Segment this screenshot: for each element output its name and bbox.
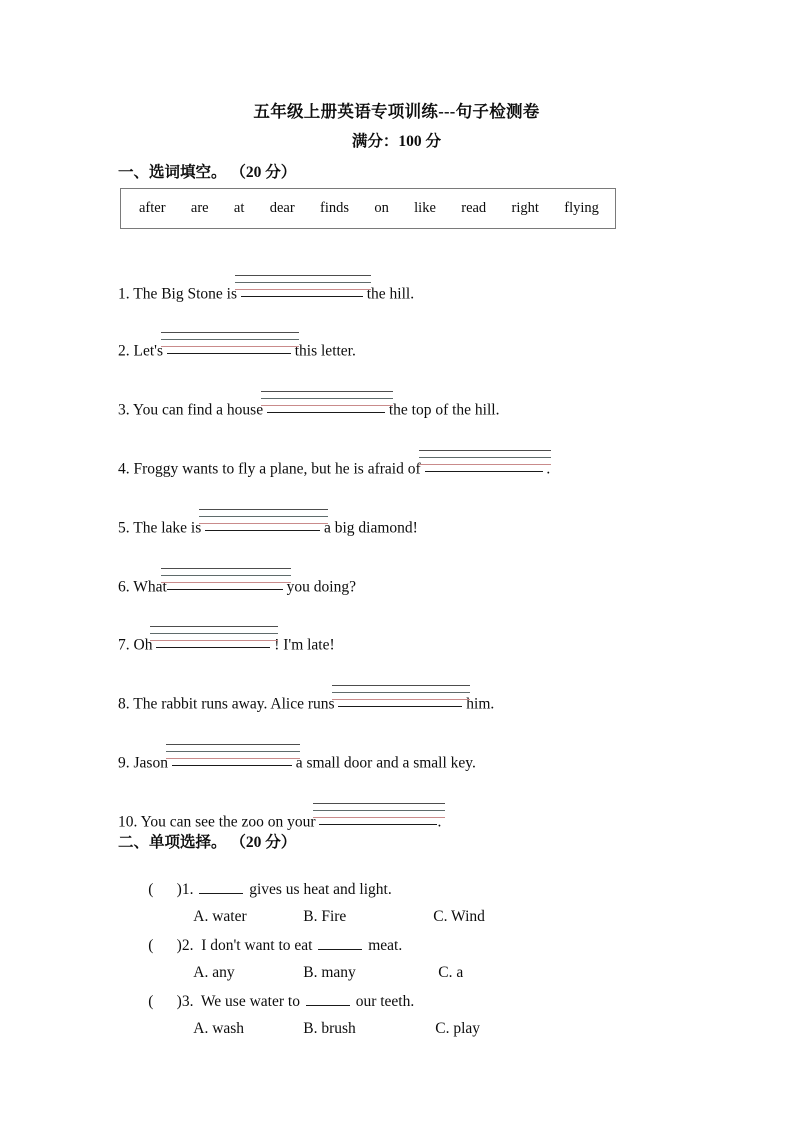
word-bank-word[interactable]: right bbox=[511, 200, 539, 216]
fill-blank-7[interactable] bbox=[156, 634, 270, 650]
fill-blank-3[interactable] bbox=[267, 399, 385, 415]
blank-rule bbox=[338, 706, 462, 707]
fill-item-3 bbox=[118, 399, 499, 418]
mc-option-3-b[interactable]: B. brush bbox=[303, 1019, 356, 1037]
mc-option-1-b[interactable]: B. Fire bbox=[303, 907, 347, 925]
mc-option-3-c[interactable]: C. play bbox=[435, 1019, 481, 1037]
mc-option-1-a[interactable]: A. water bbox=[193, 907, 247, 925]
fill-item-text-before: 1. The Big Stone is bbox=[118, 285, 241, 303]
handwriting-guide-lines bbox=[332, 685, 470, 700]
fill-item-text-after: the top of the hill. bbox=[384, 401, 500, 419]
blank-rule bbox=[172, 765, 292, 766]
mc-options-3 bbox=[170, 1005, 480, 1052]
fill-blank-1[interactable] bbox=[241, 283, 363, 299]
mc-answer-bracket-1[interactable]: ( )1. bbox=[148, 880, 198, 898]
blank-rule bbox=[319, 824, 437, 825]
word-bank-word[interactable]: finds bbox=[320, 200, 349, 216]
fill-item-text-before: 10. You can see the zoo on your bbox=[118, 813, 320, 831]
mc-option-2-c[interactable]: C. a bbox=[438, 963, 464, 981]
handwriting-guide-lines bbox=[235, 275, 371, 290]
fill-item-text-after: . bbox=[437, 813, 442, 831]
section-1-heading: 一、选词填空。 （20 分） bbox=[118, 164, 297, 181]
handwriting-guide-lines bbox=[161, 332, 299, 347]
handwriting-guide-lines bbox=[161, 568, 291, 583]
fill-item-text-after: the hill. bbox=[362, 285, 415, 303]
mc-answer-bracket-3[interactable]: ( )3. We use water to bbox=[148, 992, 304, 1010]
word-bank-word[interactable]: are bbox=[190, 200, 209, 216]
mc-option-3-a[interactable]: A. wash bbox=[193, 1019, 245, 1037]
mc-answer-bracket-2[interactable]: ( )2. I don't want to eat bbox=[148, 936, 317, 954]
mc-stem-3: our teeth. bbox=[351, 992, 415, 1010]
page-title: 五年级上册英语专项训练---句子检测卷 bbox=[253, 102, 540, 121]
fill-blank-9[interactable] bbox=[172, 752, 292, 768]
word-bank-word[interactable]: after bbox=[139, 200, 166, 216]
mc-option-1-c[interactable]: C. Wind bbox=[433, 907, 485, 925]
word-bank-word[interactable]: dear bbox=[269, 200, 295, 216]
blank-rule bbox=[167, 353, 291, 354]
fill-blank-8[interactable] bbox=[338, 693, 462, 709]
handwriting-guide-lines bbox=[166, 744, 300, 759]
handwriting-guide-lines bbox=[419, 450, 551, 465]
mc-option-2-a[interactable]: A. any bbox=[193, 963, 235, 981]
fill-item-text-before: 7. Oh bbox=[118, 636, 157, 654]
fill-item-text-after: ! I'm late! bbox=[270, 636, 335, 654]
blank-rule bbox=[156, 647, 270, 648]
word-bank bbox=[120, 188, 616, 229]
fill-item-text-after: this letter. bbox=[290, 342, 356, 360]
fill-blank-4[interactable] bbox=[425, 458, 543, 474]
mc-option-2-b[interactable]: B. many bbox=[303, 963, 356, 981]
fill-blank-2[interactable] bbox=[167, 340, 291, 356]
mc-stem-2: meat. bbox=[364, 936, 403, 954]
mc-inline-blank-2[interactable] bbox=[318, 937, 362, 950]
handwriting-guide-lines bbox=[150, 626, 278, 641]
fill-item-text-before: 9. Jason bbox=[118, 754, 172, 772]
fill-item-text-after: him. bbox=[462, 695, 495, 713]
fill-blank-5[interactable] bbox=[205, 517, 320, 533]
fill-item-text-before: 4. Froggy wants to fly a plane, but he is afraid of bbox=[118, 460, 425, 478]
fill-item-text-after: . bbox=[542, 460, 551, 478]
blank-rule bbox=[425, 471, 543, 472]
fill-item-5 bbox=[118, 517, 418, 536]
blank-rule bbox=[241, 296, 363, 297]
mc-inline-blank-1[interactable] bbox=[199, 881, 243, 894]
mc-inline-blank-3[interactable] bbox=[306, 993, 350, 1006]
blank-rule bbox=[267, 412, 385, 413]
fill-item-7 bbox=[118, 634, 335, 653]
fill-item-text-before: 6. What bbox=[118, 578, 167, 596]
fill-item-text-before: 5. The lake is bbox=[118, 519, 206, 537]
fill-item-8 bbox=[118, 693, 494, 712]
fill-item-4 bbox=[118, 458, 550, 477]
word-bank-word[interactable]: read bbox=[461, 200, 487, 216]
fill-item-10 bbox=[118, 811, 441, 830]
fill-item-2 bbox=[118, 340, 356, 359]
word-bank-word[interactable]: on bbox=[374, 200, 389, 216]
handwriting-guide-lines bbox=[199, 509, 328, 524]
blank-rule bbox=[167, 589, 283, 590]
handwriting-guide-lines bbox=[313, 803, 445, 818]
section-2-heading: 二、单项选择。 （20 分） bbox=[118, 834, 297, 851]
word-bank-word[interactable]: flying bbox=[564, 200, 599, 216]
fill-item-text-after: you doing? bbox=[282, 578, 356, 596]
total-score-line: 满分：100 分 bbox=[351, 133, 442, 150]
handwriting-guide-lines bbox=[261, 391, 393, 406]
fill-blank-6[interactable] bbox=[167, 576, 283, 592]
word-bank-word[interactable]: at bbox=[233, 200, 245, 216]
fill-item-9 bbox=[118, 752, 476, 771]
fill-item-text-before: 3. You can find a house bbox=[118, 401, 267, 419]
mc-stem-1: gives us heat and light. bbox=[245, 880, 392, 898]
fill-item-text-before: 2. Let's bbox=[118, 342, 167, 360]
word-bank-word[interactable]: like bbox=[414, 200, 436, 216]
fill-item-text-after: a big diamond! bbox=[320, 519, 418, 537]
fill-item-text-before: 8. The rabbit runs away. Alice runs bbox=[118, 695, 339, 713]
blank-rule bbox=[205, 530, 320, 531]
fill-item-text-after: a small door and a small key. bbox=[291, 754, 476, 772]
fill-blank-10[interactable] bbox=[319, 811, 437, 827]
fill-item-1 bbox=[118, 283, 414, 302]
fill-item-6 bbox=[118, 576, 356, 595]
